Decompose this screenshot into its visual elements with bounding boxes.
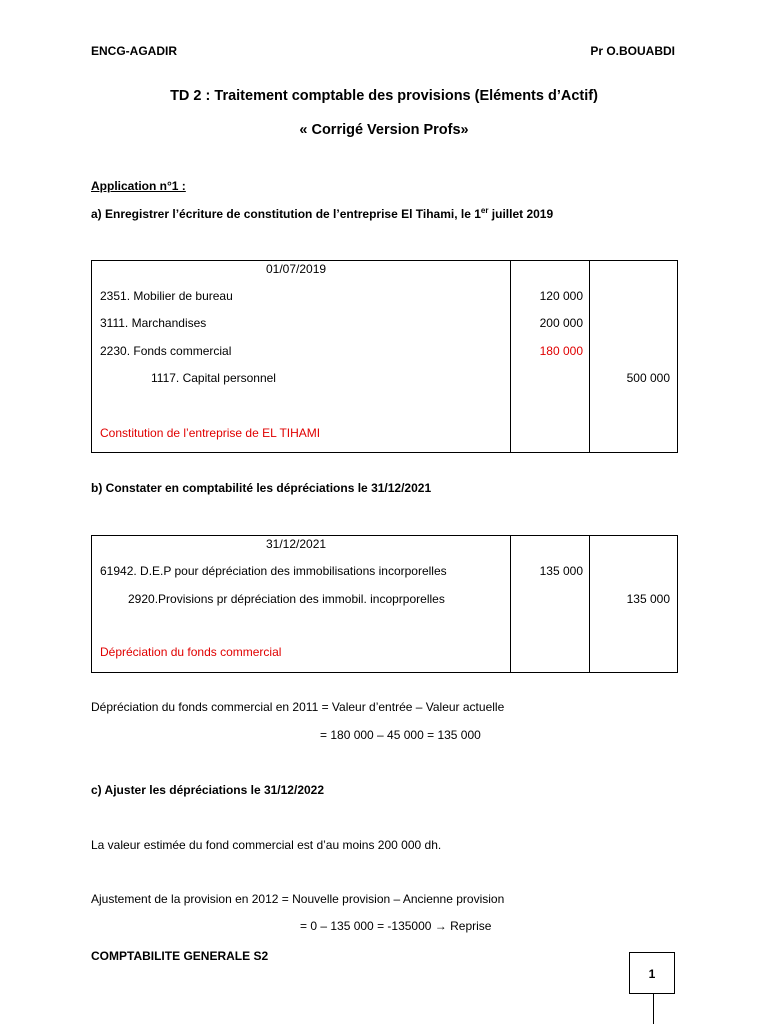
journal-line-label: 2351. Mobilier de bureau bbox=[100, 289, 233, 303]
page-subtitle: « Corrigé Version Profs» bbox=[299, 122, 469, 138]
question-a-tail: juillet 2019 bbox=[488, 207, 554, 221]
calc-1-result: = 180 000 – 45 000 = 135 000 bbox=[320, 728, 481, 742]
estimate-text: La valeur estimée du fond commercial est d’au moins 200 000 dh. bbox=[91, 838, 442, 852]
journal-caption: Dépréciation du fonds commercial bbox=[100, 645, 282, 659]
question-a bbox=[91, 206, 553, 221]
column-divider bbox=[589, 536, 590, 672]
journal-line-label: 2230. Fonds commercial bbox=[100, 344, 232, 358]
journal-entry-2 bbox=[91, 535, 678, 673]
question-a-text: a) Enregistrer l’écriture de constitution de l’entreprise El Tihami, le 1 bbox=[91, 207, 481, 221]
journal-line-debit: 135 000 bbox=[539, 564, 583, 578]
journal-line-credit: 500 000 bbox=[626, 371, 670, 385]
page-number-tick bbox=[653, 994, 654, 1024]
journal-line-label: 1117. Capital personnel bbox=[151, 371, 276, 385]
column-divider bbox=[510, 536, 511, 672]
journal-line-label: 2920.Provisions pr dépréciation des immobil. incoprporelles bbox=[128, 592, 445, 606]
journal-entry-1 bbox=[91, 260, 678, 453]
journal-date: 01/07/2019 bbox=[266, 262, 327, 276]
header-left: ENCG-AGADIR bbox=[91, 44, 177, 58]
question-b: b) Constater en comptabilité les dépréciations le 31/12/2021 bbox=[91, 481, 432, 495]
question-c: c) Ajuster les dépréciations le 31/12/2022 bbox=[91, 783, 325, 797]
question-a-sup: er bbox=[480, 206, 489, 215]
journal-caption: Constitution de l’entreprise de EL TIHAMI bbox=[100, 426, 321, 440]
journal-line-debit: 200 000 bbox=[539, 316, 583, 330]
page-number: 1 bbox=[629, 952, 675, 994]
footer-course: COMPTABILITE GENERALE S2 bbox=[91, 949, 269, 963]
column-divider bbox=[510, 261, 511, 452]
journal-line-label: 61942. D.E.P pour dépréciation des immobilisations incorporelles bbox=[100, 564, 447, 578]
calc-2-formula: Ajustement de la provision en 2012 = Nouvelle provision – Ancienne provision bbox=[91, 892, 505, 906]
journal-date: 31/12/2021 bbox=[266, 537, 327, 551]
journal-line-label: 3111. Marchandises bbox=[100, 316, 207, 330]
calc-2-result: = 0 – 135 000 = -135000 → Reprise bbox=[300, 919, 492, 933]
application-heading: Application n°1 : bbox=[91, 179, 186, 193]
column-divider bbox=[589, 261, 590, 452]
header-right: Pr O.BOUABDI bbox=[590, 44, 675, 58]
page-title: TD 2 : Traitement comptable des provisions (Eléments d’Actif) bbox=[170, 88, 598, 104]
journal-line-debit-highlight: 180 000 bbox=[539, 344, 583, 358]
journal-line-credit: 135 000 bbox=[626, 592, 670, 606]
journal-line-debit: 120 000 bbox=[539, 289, 583, 303]
calc-1-formula: Dépréciation du fonds commercial en 2011 = Valeur d’entrée – Valeur actuelle bbox=[91, 700, 505, 714]
